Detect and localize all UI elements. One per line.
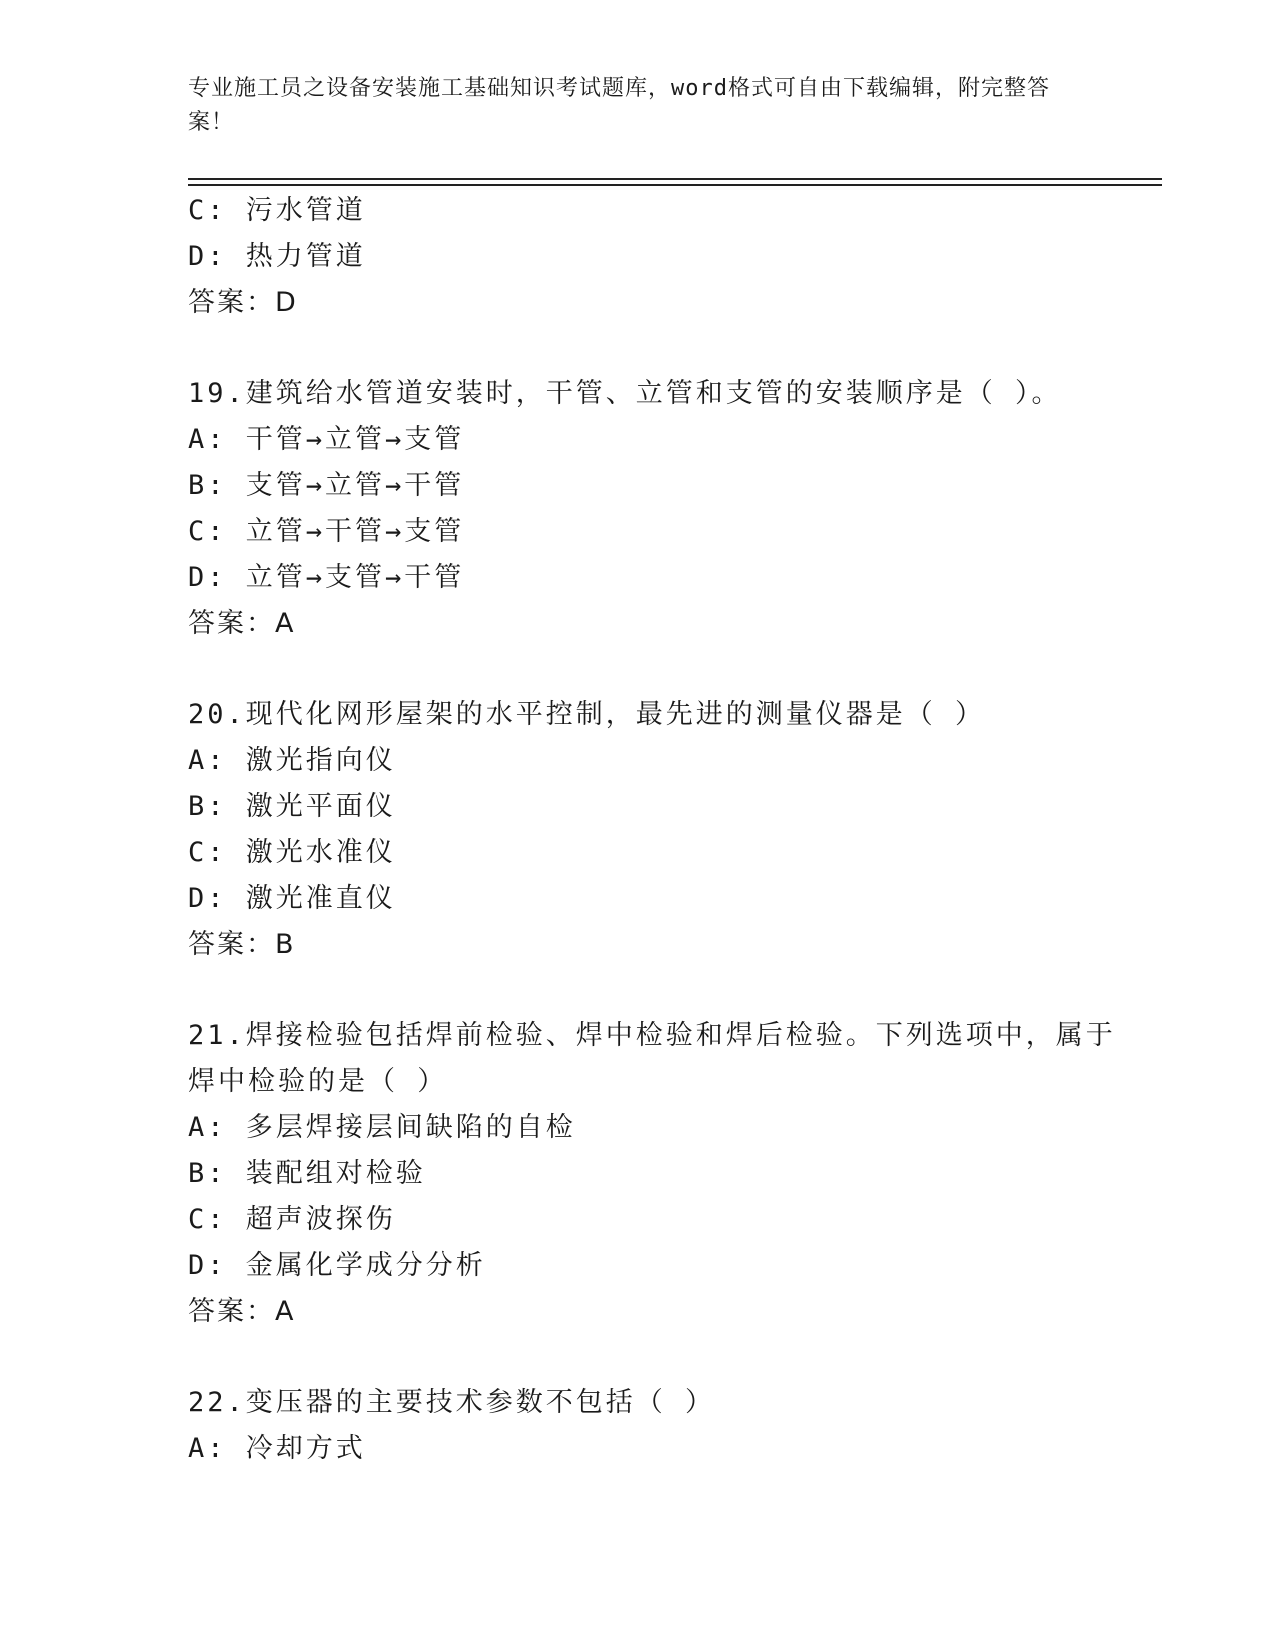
question-stem: 19.建筑给水管道安装时，干管、立管和支管的安装顺序是（ ）。: [188, 378, 1062, 409]
option-d: D: 激光准直仪: [188, 883, 396, 914]
question-stem-line-2: 焊中检验的是（ ）: [188, 1066, 448, 1097]
answer-line: 答案：A: [188, 608, 296, 639]
question-21: [188, 1013, 1148, 1335]
option-a: A: 干管→立管→支管: [188, 424, 465, 455]
option-d: D: 立管→支管→干管: [188, 562, 465, 593]
option-b: B: 支管→立管→干管: [188, 470, 465, 501]
option-a: A: 多层焊接层间缺陷的自检: [188, 1112, 576, 1143]
question-19: [188, 371, 1148, 647]
question-20: [188, 692, 1148, 968]
header-divider-bottom: [188, 184, 1162, 186]
option-c: C: 立管→干管→支管: [188, 516, 465, 547]
option-c: C: 超声波探伤: [188, 1204, 396, 1235]
question-stem: 22.变压器的主要技术参数不包括（ ）: [188, 1387, 716, 1418]
question-stem: 20.现代化网形屋架的水平控制，最先进的测量仪器是（ ）: [188, 699, 986, 730]
question-list: [188, 188, 1148, 1472]
option-b: B: 激光平面仪: [188, 791, 396, 822]
option-c: C: 污水管道: [188, 195, 366, 226]
option-d: D: 热力管道: [188, 241, 366, 272]
answer-line: 答案：B: [188, 929, 296, 960]
question-18-continued: [188, 188, 1148, 326]
option-d: D: 金属化学成分分析: [188, 1250, 486, 1281]
option-b: B: 装配组对检验: [188, 1158, 426, 1189]
document-header: 专业施工员之设备安装施工基础知识考试题库，word格式可自由下载编辑，附完整答案！: [188, 76, 1050, 135]
question-22: [188, 1380, 1148, 1472]
option-a: A: 冷却方式: [188, 1433, 366, 1464]
option-a: A: 激光指向仪: [188, 745, 396, 776]
question-stem-line-1: 21.焊接检验包括焊前检验、焊中检验和焊后检验。下列选项中，属于: [188, 1020, 1116, 1051]
answer-line: 答案：A: [188, 1296, 296, 1327]
option-c: C: 激光水准仪: [188, 837, 396, 868]
header-divider-top: [188, 178, 1162, 180]
answer-line: 答案：D: [188, 287, 298, 318]
